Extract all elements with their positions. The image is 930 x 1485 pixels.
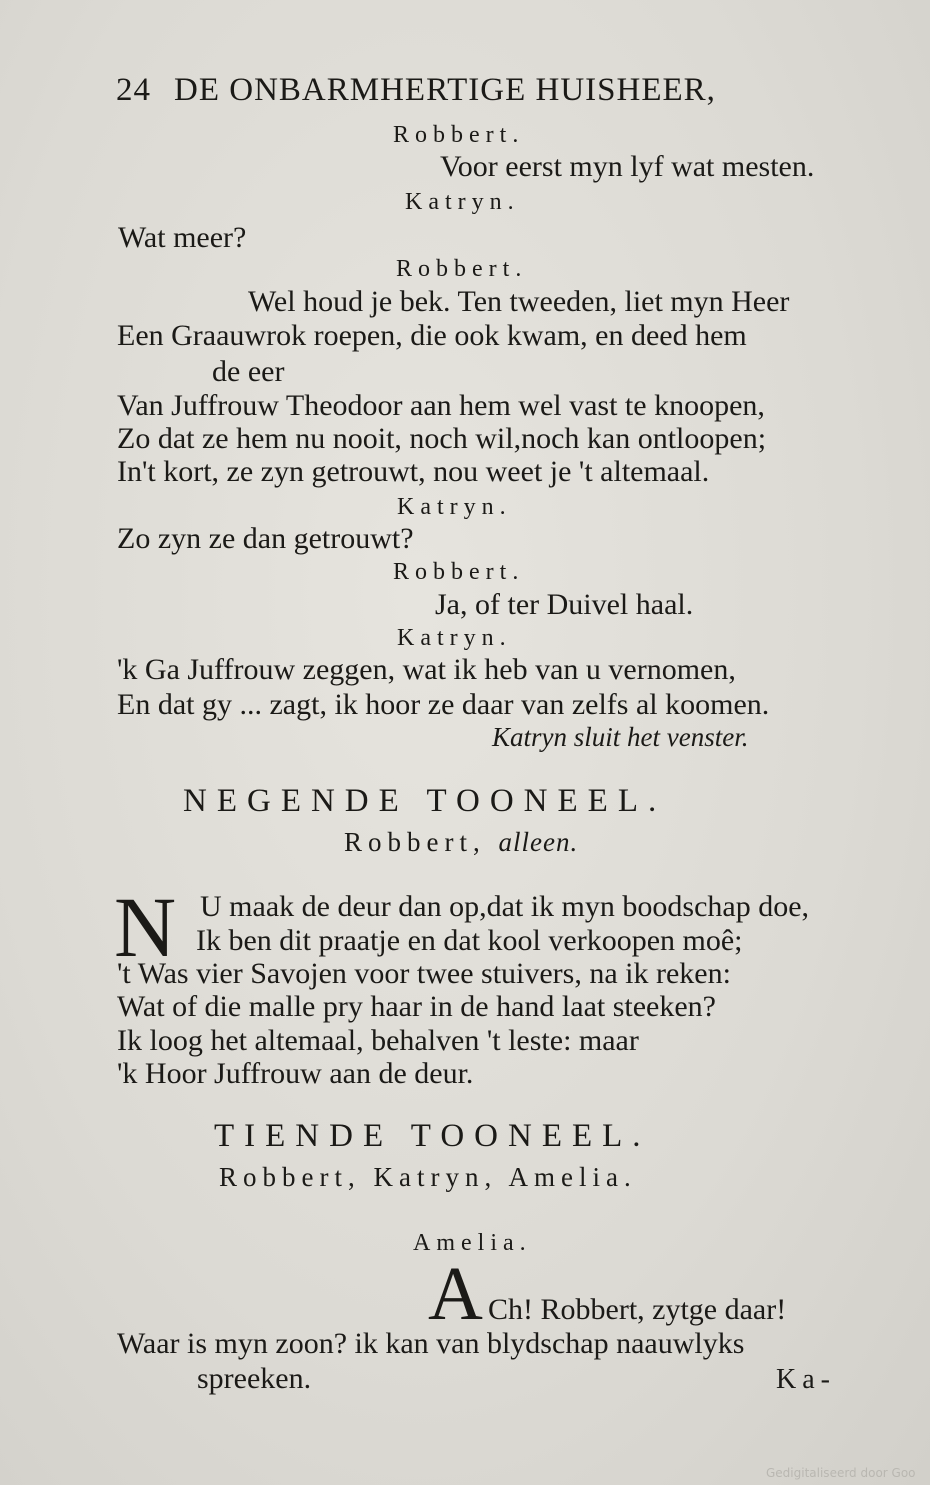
speaker-katryn: Katryn. [397,625,512,651]
verse-line: 't Was vier Savojen voor twee stuivers, na ik reken: [117,957,731,990]
running-title: DE ONBARMHERTIGE HUISHEER, [174,72,716,108]
cast-name: Robbert, [344,827,486,857]
verse-line: Wat meer? [118,221,247,254]
verse-line: spreeken. [197,1362,312,1395]
scene-heading-negende: NEGENDE TOONEEL. [183,783,667,819]
verse-line: 'k Ga Juffrouw zeggen, wat ik heb van u vernomen, [117,653,736,686]
scene-heading-tiende: TIENDE TOONEEL. [214,1118,651,1154]
drop-cap-n: N [114,879,177,975]
verse-line: Ik ben dit praatje en dat kool verkoopen moê; [196,924,743,957]
speaker-robbert: Robbert. [396,256,528,282]
speaker-robbert: Robbert. [393,122,525,148]
verse-line: Zo zyn ze dan getrouwt? [117,522,414,555]
speaker-katryn: Katryn. [405,189,520,215]
speaker-katryn: Katryn. [397,494,512,520]
verse-line: Ik loog het altemaal, behalven 't leste: maar [117,1024,639,1057]
verse-line: Voor eerst myn lyf wat mesten. [440,150,815,183]
catchword: Ka- [776,1364,836,1395]
verse-line: U maak de deur dan op,dat ik myn boodschap doe, [200,890,810,923]
speaker-robbert: Robbert. [393,559,525,585]
verse-line: 'k Hoor Juffrouw aan de deur. [117,1057,474,1090]
cast-note: alleen. [498,827,579,857]
verse-line: Wel houd je bek. Ten tweeden, liet myn Heer [248,285,790,318]
digitization-watermark: Gedigitaliseerd door Goo [766,1466,916,1480]
drop-cap-a: A [428,1252,483,1336]
page-number: 24 [116,72,151,108]
verse-line: En dat gy ... zagt, ik hoor ze daar van zelfs al koomen. [117,688,770,721]
verse-line: Waar is myn zoon? ik kan van blydschap naauwlyks [117,1327,745,1360]
stage-direction: Katryn sluit het venster. [492,722,749,752]
verse-line: In't kort, ze zyn getrouwt, nou weet je 't altemaal. [117,455,710,488]
verse-line: Wat of die malle pry haar in de hand laat steeken? [117,990,716,1023]
speaker-amelia: Amelia. [413,1230,532,1256]
verse-line: Ch! Robbert, zytge daar! [488,1293,787,1326]
verse-line: Van Juffrouw Theodoor aan hem wel vast te knoopen, [117,389,765,422]
verse-line: Ja, of ter Duivel haal. [435,588,694,621]
verse-line: Een Graauwrok roepen, die ook kwam, en deed hem [117,319,747,352]
verse-line: de eer [212,355,285,388]
scene-cast [344,827,578,858]
scene-cast: Robbert, Katryn, Amelia. [219,1162,637,1192]
verse-line: Zo dat ze hem nu nooit, noch wil,noch kan ontloopen; [117,422,767,455]
